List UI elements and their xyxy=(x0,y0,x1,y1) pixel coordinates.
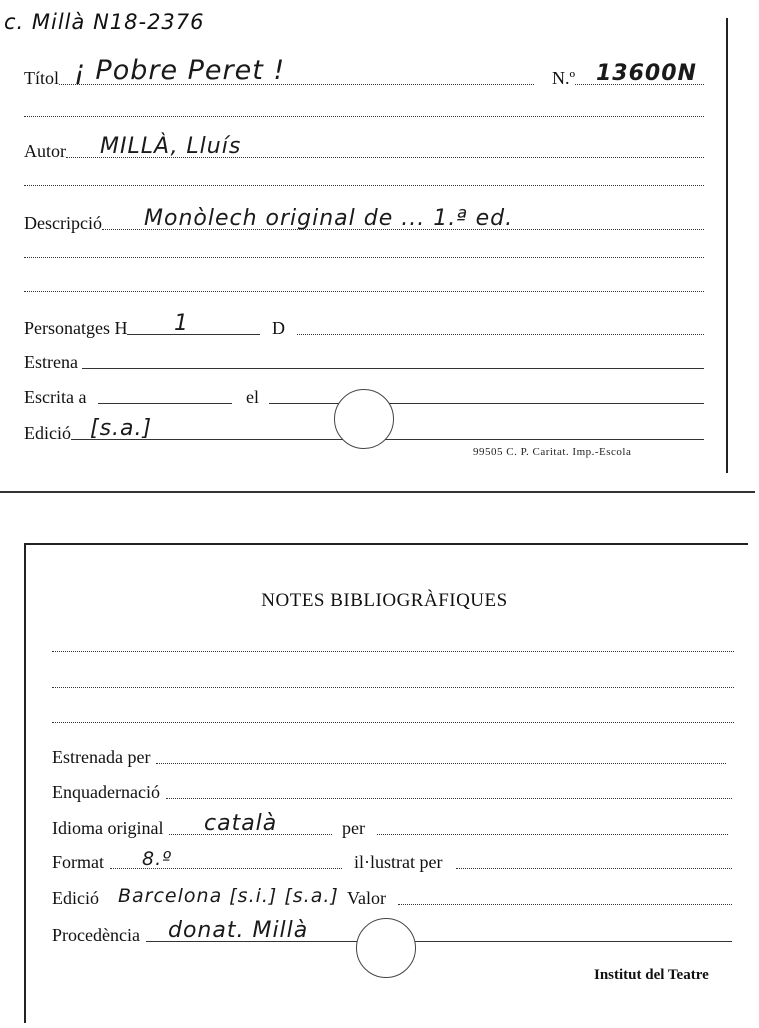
edicio-back-label: Edició xyxy=(52,888,99,908)
format-label: Format xyxy=(52,852,104,872)
valor-dotted-line xyxy=(398,901,732,905)
enquadernacio-label: Enquadernació xyxy=(52,782,160,802)
titol-row xyxy=(24,55,534,88)
estrenada-label: Estrenada per xyxy=(52,747,151,767)
per-dotted-line xyxy=(377,831,728,835)
idioma-label: Idioma original xyxy=(52,818,164,838)
el-label: el xyxy=(246,387,259,407)
format-value: 8.º xyxy=(142,848,173,870)
card-border-left xyxy=(24,543,26,1023)
reference-number: c. Millà N18-2376 xyxy=(4,10,205,34)
descripcio-value: Monòlech original de ... 1.ª ed. xyxy=(144,206,514,231)
valor-label: Valor xyxy=(347,888,386,908)
personatges-d-label: D xyxy=(272,318,285,338)
card-border-bottom xyxy=(0,491,755,493)
autor-value: MILLÀ, Lluís xyxy=(100,134,242,159)
descripcio-label: Descripció xyxy=(24,213,102,233)
estrenada-dotted-line xyxy=(156,760,726,764)
estrena-label: Estrena xyxy=(24,352,78,372)
blank-line xyxy=(52,686,734,688)
format-row xyxy=(52,846,342,872)
estrenada-row xyxy=(52,743,726,767)
personatges-label: Personatges H xyxy=(24,318,128,338)
stamp-circle xyxy=(356,918,416,978)
titol-label: Títol xyxy=(24,68,59,88)
blank-line xyxy=(24,184,704,186)
estrena-row xyxy=(24,348,704,372)
personatges-h-line xyxy=(127,331,260,335)
personatges-d-row xyxy=(272,312,704,338)
enquadernacio-row xyxy=(52,778,732,802)
blank-line xyxy=(52,650,734,652)
per-label: per xyxy=(342,818,365,838)
il-lustrat-dotted-line xyxy=(456,865,732,869)
estrena-line xyxy=(82,365,704,369)
numero-value: 13600N xyxy=(596,61,697,86)
autor-label: Autor xyxy=(24,141,66,161)
edicio-label: Edició xyxy=(24,423,71,443)
blank-line xyxy=(24,256,704,258)
notes-title: NOTES BIBLIOGRÀFIQUES xyxy=(261,590,508,611)
edicio-back-row xyxy=(52,880,732,908)
il-lustrat-row xyxy=(354,846,732,872)
blank-line xyxy=(52,721,734,723)
numero-row xyxy=(552,58,704,88)
institut-name: Institut del Teatre xyxy=(594,967,709,983)
personatges-h-row xyxy=(24,312,260,338)
el-row xyxy=(246,383,704,407)
catalog-card-front xyxy=(0,0,759,495)
descripcio-row xyxy=(24,203,704,233)
escrita-label: Escrita a xyxy=(24,387,87,407)
el-line xyxy=(269,400,704,404)
per-row xyxy=(342,812,728,838)
procedencia-label: Procedència xyxy=(52,925,140,945)
escrita-row xyxy=(24,383,232,407)
personatges-h-value: 1 xyxy=(174,311,189,336)
stamp-circle xyxy=(334,389,394,449)
titol-value: ¡ Pobre Peret ! xyxy=(74,55,286,86)
card-border-top xyxy=(24,543,748,545)
blank-line xyxy=(24,115,704,117)
blank-line xyxy=(24,290,704,292)
printer-note: 99505 C. P. Caritat. Imp.-Escola xyxy=(473,446,632,458)
card-border-right xyxy=(726,18,728,473)
catalog-card-back xyxy=(0,540,759,1028)
idioma-value: català xyxy=(204,811,278,836)
procedencia-value: donat. Millà xyxy=(168,918,309,943)
edicio-value: [s.a.] xyxy=(90,416,153,441)
idioma-row xyxy=(52,812,332,838)
enquadernacio-dotted-line xyxy=(166,795,732,799)
edicio-back-value: Barcelona [s.i.] [s.a.] xyxy=(118,885,339,907)
numero-label: N.º xyxy=(552,68,576,88)
autor-row xyxy=(24,133,704,161)
escrita-line xyxy=(98,400,232,404)
personatges-d-dotted-line xyxy=(297,331,704,335)
il-lustrat-label: il·lustrat per xyxy=(354,852,443,872)
